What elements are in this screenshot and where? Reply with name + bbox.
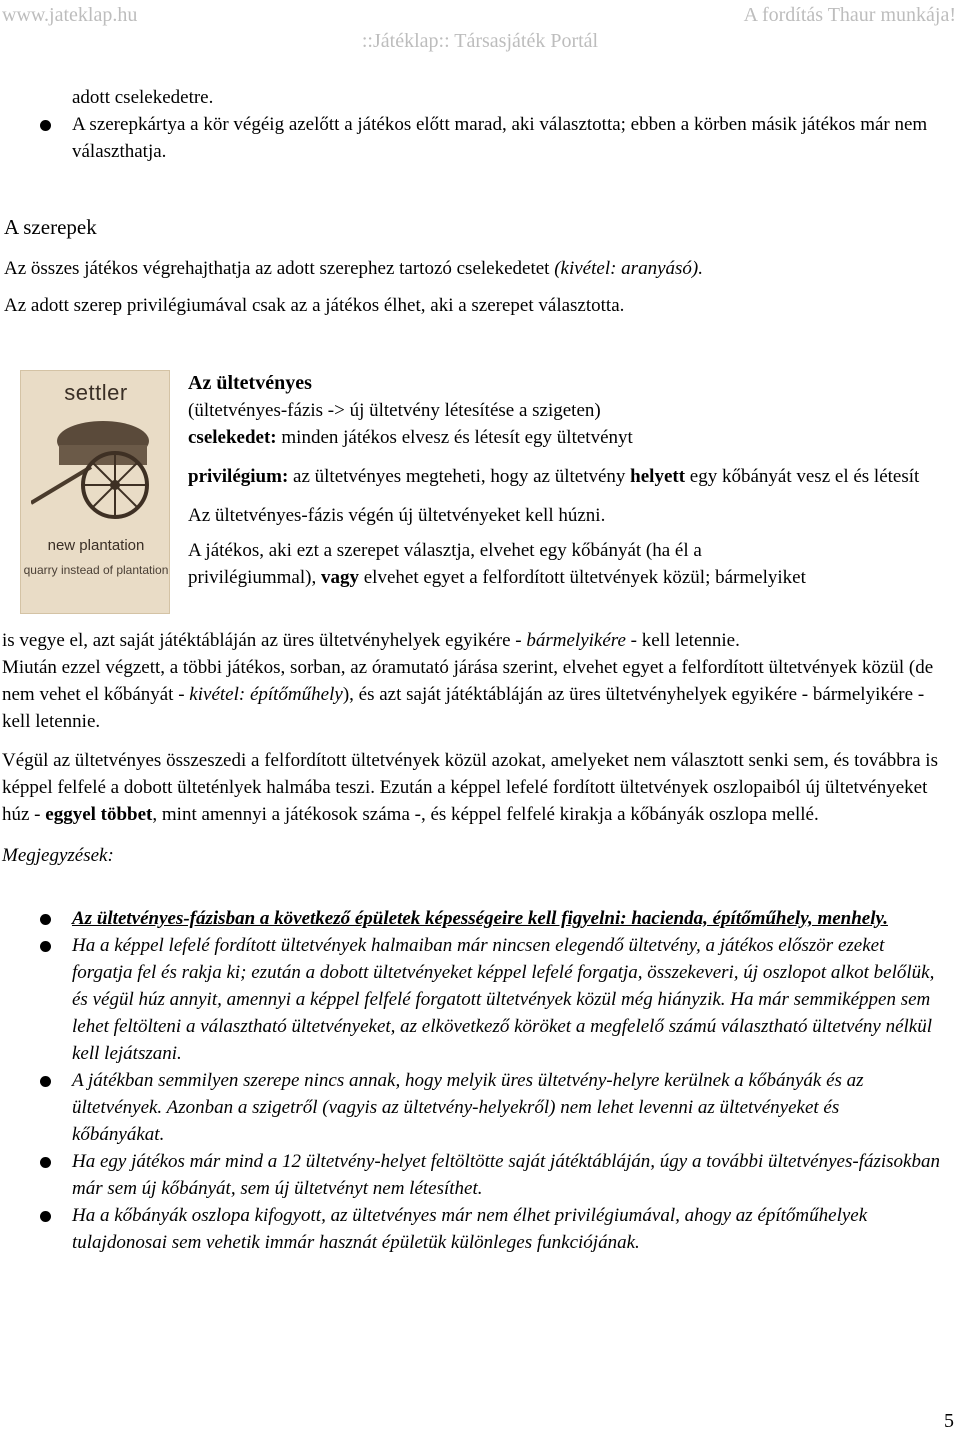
page-number: 5: [944, 1410, 954, 1432]
roles-section: [4, 214, 944, 319]
list-item: Az ültetvényes-fázisban a következő épületek képességeire kell figyelni: hacienda, építőműhely, menhely.: [0, 905, 950, 932]
list-item: A játékban semmilyen szerepe nincs annak, hogy melyik üres ültetvény-helyre kerülnek a kőbányák és az ültetvények. Azonban a szigetről (vagyis az ültetvény-helyekről) nem lehet levenni az ültetvényeket és kőbányákat.: [0, 1067, 950, 1148]
settler-body: [2, 627, 954, 869]
settler-para1-a: A játékos, aki ezt a szerepet választja, elvehet egy kőbányát (ha él a: [188, 540, 702, 561]
settler-card-image: [20, 370, 170, 614]
settler-phase: (ültetvényes-fázis -> új ültetvény létesítése a szigeten): [188, 400, 601, 421]
settler-para1-b: privilégiummal), vagy elvehet egyet a felfordított ültetvények közül; bármelyiket: [188, 567, 806, 588]
settler-phase-end: Az ültetvényes-fázis végén új ültetvényeket kell húzni.: [188, 505, 606, 526]
site-url: www.jateklap.hu: [2, 4, 138, 26]
list-item: A szerepkártya a kör végéig azelőtt a játékos előtt marad, aki választotta; ebben a körben másik játékos már nem választhatja.: [0, 111, 950, 165]
settler-section: [188, 370, 948, 591]
card-title: settler: [64, 380, 128, 405]
notes-section: [0, 905, 950, 1256]
card-action: new plantation: [47, 537, 145, 554]
settler-para3: Végül az ültetvényes összeszedi a felfordított ültetvények közül azokat, amelyeket nem választott senki sem, és továbbra is képpel felfelé a dobott ülteténlyek halmába teszi. Ezután a képpel lefelé fordított ültetvények oszlopaiból új ültetvényeket húz - eggyel többet, mint amennyi a játékosok száma -, és képpel felfelé kirakja a kőbányák oszlopa mellé.: [2, 750, 938, 825]
settler-action: cselekedet: minden játékos elvesz és létesít egy ültetvényt: [188, 427, 633, 448]
notes-list: [0, 905, 950, 1256]
card-privilege: quarry instead of plantation: [23, 563, 169, 577]
intro-continuation: adott cselekedetre.: [72, 87, 214, 108]
roles-paragraph-1: Az összes játékos végrehajthatja az adott szerephez tartozó cselekedetet (kivétel: aranyásó).: [4, 258, 703, 279]
settler-privilege: privilégium: az ültetvényes megteheti, hogy az ültetvény helyett egy kőbányát vesz el és létesít: [188, 466, 920, 487]
list-item: Ha egy játékos már mind a 12 ültetvény-helyet feltöltötte saját játéktábláján, úgy a további ültetvényes-fázisokban már sem új kőbányát, sem új ültetvényt nem létesíthet.: [0, 1148, 950, 1202]
cart-icon: [31, 411, 161, 529]
roles-paragraph-2: Az adott szerep privilégiumával csak az a játékos élhet, aki a szerepet választotta.: [4, 295, 625, 316]
portal-title: ::Játéklap:: Társasjáték Portál: [361, 30, 599, 52]
list-item: Ha a képpel lefelé fordított ültetvények halmaiban már nincsen elegendő ültetvény, a játékos először ezeket forgatja fel és rakja ki; ezután a dobott ültetvényeket képpel lefelé forgatja, összekeveri, új oszlopot alkot belőlük, és végül húz annyit, amennyi a képpel felfelé forgatott ültetvények közül még hiányzik. Ha már semmiképpen sem lehet feltölteni a választható ültetvényeket, az elkövetkező köröket a megfelelő számú választható ültetvény nélkül kell lejátszani.: [0, 932, 950, 1067]
notes-heading: Megjegyzések:: [2, 845, 114, 866]
settler-para2: Miután ezzel végzett, a többi játékos, sorban, az óramutató járása szerint, elvehet egyet a felfordított ültetvények közül (de nem vehet el kőbányát - kivétel: építőműhely), és azt saját játéktábláján az üres ültetvényhelyek egyikére - bármelyikére - kell letennie.: [2, 657, 934, 732]
intro-section: [0, 84, 950, 165]
settler-title: Az ültetvényes: [188, 372, 312, 394]
intro-bullet-list: [0, 111, 950, 165]
settler-para1-end: is vegye el, azt saját játéktábláján az üres ültetvényhelyek egyikére - bármelyikére - kell letennie.: [2, 630, 740, 651]
roles-heading: A szerepek: [4, 215, 97, 239]
list-item: Ha a kőbányák oszlopa kifogyott, az ültetvényes már nem élhet privilégiumával, ahogy az építőműhelyek tulajdonosai sem vehetik immár hasznát épületük különleges funkciójának.: [0, 1202, 950, 1256]
translator-credit: A fordítás Thaur munkája!: [743, 4, 956, 26]
